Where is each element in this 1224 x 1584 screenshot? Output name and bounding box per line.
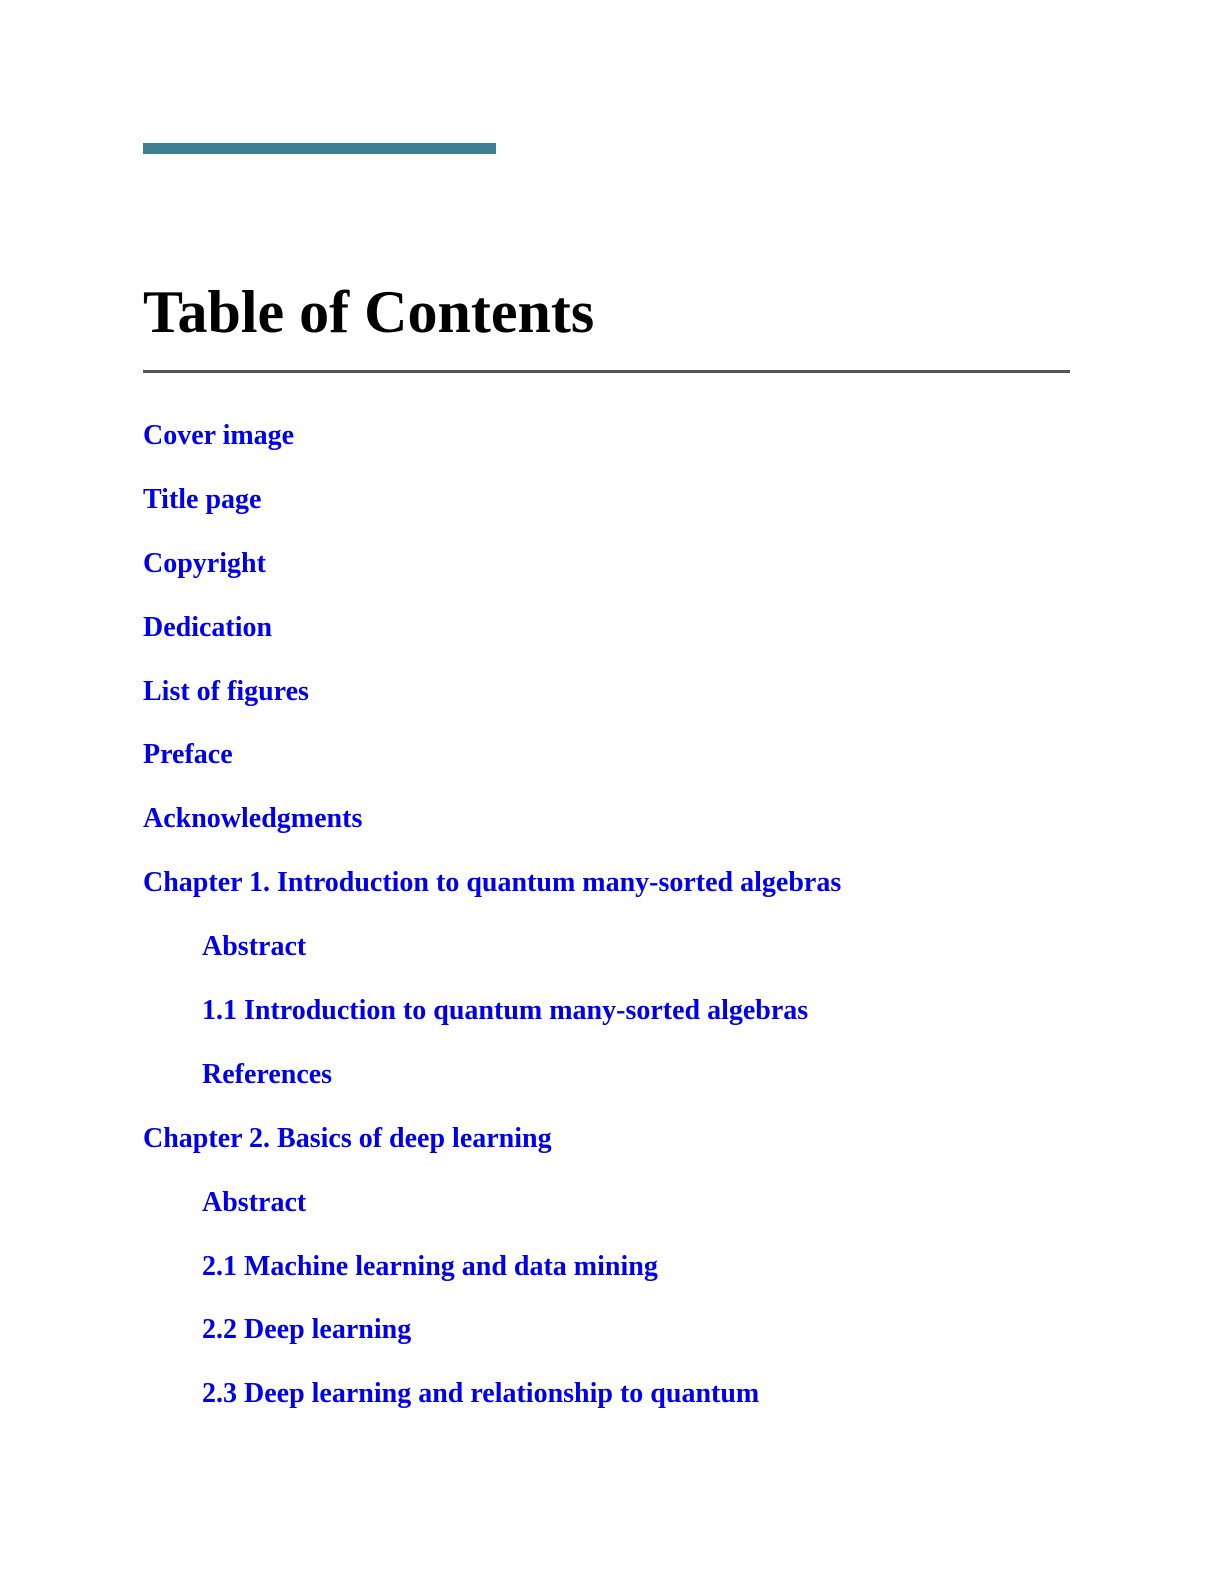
toc-link[interactable]: Acknowledgments: [143, 803, 363, 835]
toc-item: [143, 604, 841, 668]
toc-item: [143, 795, 841, 859]
toc-item: [143, 987, 841, 1051]
toc-sublink[interactable]: Abstract: [202, 1186, 307, 1218]
toc-sublink[interactable]: 2.2 Deep learning: [202, 1314, 412, 1346]
toc-item: [143, 412, 841, 476]
toc-sublink[interactable]: Abstract: [202, 931, 307, 963]
toc-sublink[interactable]: 1.1 Introduction to quantum many-sorted algebras: [202, 995, 809, 1027]
toc-sublink[interactable]: 2.3 Deep learning and relationship to quantum: [202, 1378, 760, 1410]
toc-list: [143, 412, 841, 1434]
toc-item: [143, 731, 841, 795]
toc-item: [143, 859, 841, 923]
toc-link[interactable]: Dedication: [143, 611, 273, 643]
toc-item: [143, 1115, 841, 1179]
toc-link[interactable]: Chapter 2. Basics of deep learning: [143, 1122, 552, 1154]
page-title: Table of Contents: [143, 279, 595, 345]
toc-link[interactable]: Copyright: [143, 547, 266, 579]
toc-item: [143, 1243, 841, 1307]
toc-item: [143, 476, 841, 540]
toc-item: [143, 1051, 841, 1115]
toc-item: [143, 668, 841, 732]
toc-link[interactable]: Preface: [143, 739, 233, 771]
toc-link[interactable]: Chapter 1. Introduction to quantum many-sorted algebras: [143, 867, 842, 899]
toc-sublink[interactable]: References: [202, 1058, 333, 1090]
toc-item: [143, 1306, 841, 1370]
toc-sublink[interactable]: 2.1 Machine learning and data mining: [202, 1250, 658, 1282]
toc-link[interactable]: List of figures: [143, 675, 309, 707]
toc-link[interactable]: Cover image: [143, 420, 295, 451]
toc-link[interactable]: Title page: [143, 483, 262, 515]
toc-item: [143, 540, 841, 604]
accent-bar: [143, 143, 496, 154]
toc-item: [143, 923, 841, 987]
toc-item: [143, 1370, 841, 1434]
title-divider: [143, 370, 1070, 373]
toc-item: [143, 1179, 841, 1243]
